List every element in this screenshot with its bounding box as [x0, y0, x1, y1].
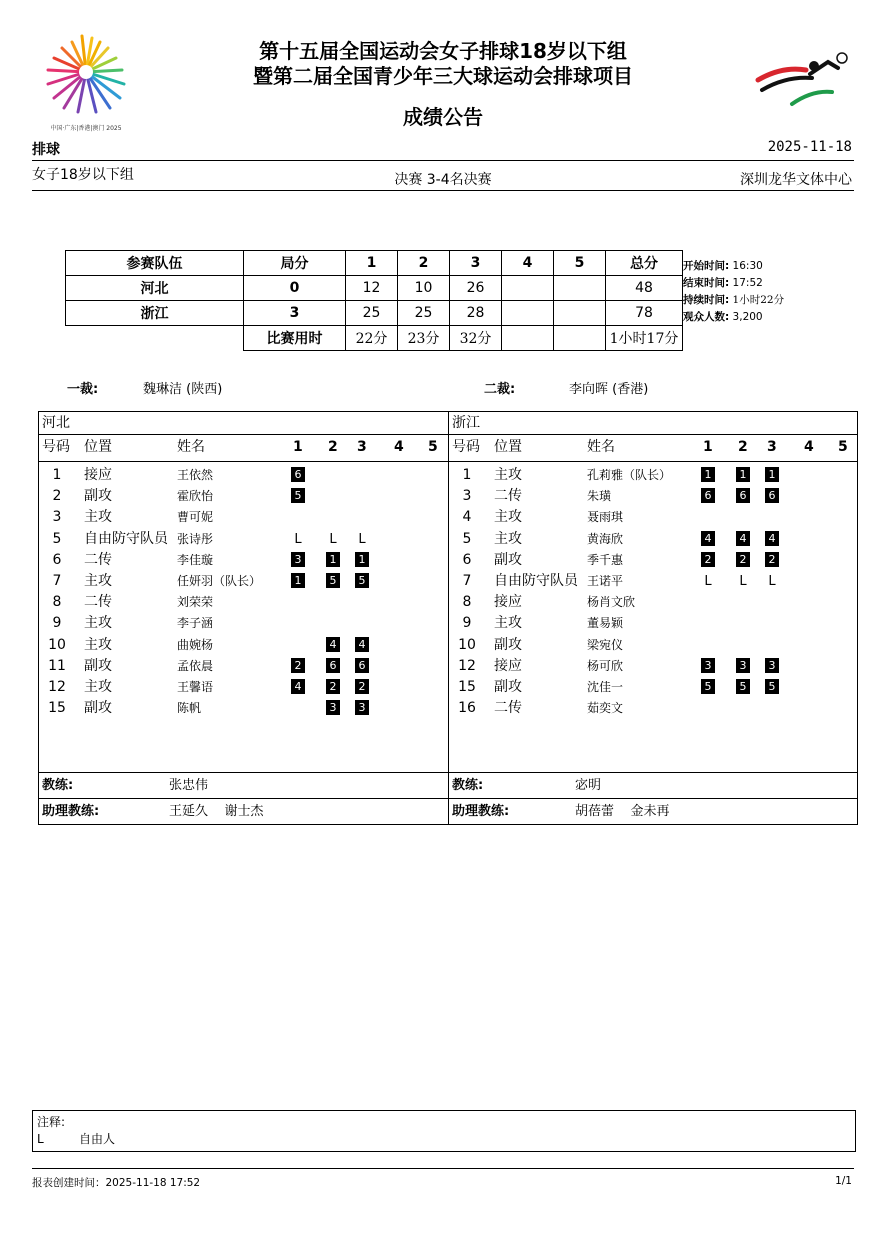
player-number: 10 [458, 636, 476, 653]
header-rule-bottom [32, 190, 854, 191]
player-name: 朱璜 [587, 489, 612, 504]
set-score: 25 [398, 301, 450, 326]
player-name: 杨肖文欣 [587, 595, 636, 610]
rotation-badge: 4 [736, 531, 750, 546]
title-line1: 第十五届全国运动会女子排球18岁以下组 [259, 39, 627, 63]
col-total: 总分 [606, 251, 683, 276]
col-number: 号码 [452, 439, 480, 455]
player-number: 5 [52, 530, 62, 547]
player-number: 5 [462, 530, 472, 547]
player-name: 董易颖 [587, 616, 624, 631]
total-duration: 1小时17分 [606, 326, 683, 351]
player-name: 季千惠 [587, 552, 624, 567]
set-score: 10 [398, 276, 450, 301]
rotation-badge: 2 [355, 679, 369, 694]
set-duration [554, 326, 606, 351]
player-row [449, 486, 857, 507]
player-number: 3 [462, 488, 472, 505]
rotation-badge: 5 [355, 573, 369, 588]
report-date: 2025-11-18 [767, 139, 852, 155]
player-position: 二传 [494, 700, 522, 717]
player-position: 主攻 [84, 573, 112, 589]
set-score: 25 [346, 301, 398, 326]
coach-name: 宓明 [575, 778, 602, 793]
duration-info-label: 持续时间: [683, 294, 730, 306]
player-name: 王馨语 [177, 680, 214, 694]
team-name: 浙江 [66, 301, 244, 326]
team-header: 河北 [39, 412, 448, 435]
team-roster-hebei [39, 412, 448, 824]
player-row [449, 592, 857, 613]
set-duration: 22分 [346, 326, 398, 351]
start-time: 16:30 [732, 260, 763, 272]
player-number: 1 [52, 467, 62, 483]
player-row [39, 698, 448, 719]
coach-label: 教练: [452, 778, 484, 793]
col-set-1: 1 [346, 251, 398, 276]
col-set-number: 1 [293, 439, 303, 455]
rotation-badge: 2 [326, 679, 340, 694]
set-score [554, 301, 606, 326]
player-row [39, 465, 448, 486]
player-name: 杨可欣 [587, 658, 624, 673]
total-points: 78 [606, 301, 683, 326]
col-set-number: 5 [838, 439, 848, 455]
libero-mark: L [739, 574, 747, 589]
player-number: 3 [52, 509, 62, 526]
rotation-badge: 5 [291, 488, 305, 503]
player-position: 接应 [494, 594, 522, 611]
player-row [449, 507, 857, 528]
match-label: 决赛 3-4名决赛 [394, 172, 492, 188]
player-position: 副攻 [494, 679, 522, 695]
coach-row [449, 772, 857, 798]
player-name: 曹可妮 [177, 510, 214, 525]
player-number: 9 [52, 615, 62, 632]
score-table [65, 250, 683, 351]
player-name: 沈佳一 [587, 680, 624, 694]
player-row [39, 677, 448, 698]
col-set-number: 4 [394, 439, 404, 455]
rosters-panel [38, 411, 858, 825]
venue-label: 深圳龙华文体中心 [740, 172, 852, 188]
player-row [449, 613, 857, 634]
title-line2: 暨第二届全国青少年三大球运动会排球项目 [253, 64, 633, 88]
player-row [39, 592, 448, 613]
set-score: 12 [346, 276, 398, 301]
player-row [39, 656, 448, 677]
player-row [39, 529, 448, 550]
set-score: 26 [450, 276, 502, 301]
player-row [39, 507, 448, 528]
player-position: 接应 [494, 657, 522, 674]
player-name: 刘荣荣 [177, 595, 214, 610]
footer-rule [32, 1168, 854, 1169]
set-duration [502, 326, 554, 351]
first-referee-label: 一裁: [67, 382, 99, 397]
rotation-badge: 2 [736, 552, 750, 567]
team-name: 河北 [66, 276, 244, 301]
rotation-badge: 1 [355, 552, 369, 567]
player-position: 副攻 [84, 657, 112, 674]
page-subtitle: 成绩公告 [403, 105, 483, 129]
col-set-number: 2 [328, 439, 338, 455]
player-number: 2 [52, 488, 62, 505]
assistant-coach-label: 助理教练: [42, 804, 100, 819]
player-number: 6 [462, 551, 472, 568]
rotation-badge: 3 [326, 700, 340, 715]
roster-header-rule [39, 461, 448, 462]
team-header: 浙江 [449, 412, 857, 435]
rotation-badge: 2 [291, 658, 305, 673]
team-roster-zhejiang [449, 412, 857, 824]
notes-box [32, 1110, 856, 1152]
rotation-badge: 4 [326, 637, 340, 652]
col-set-number: 3 [767, 439, 777, 455]
player-position: 二传 [84, 551, 112, 568]
score-row [66, 301, 683, 326]
player-name: 李子涵 [177, 616, 214, 631]
duration-label: 比赛用时 [244, 326, 346, 351]
player-number: 1 [462, 467, 472, 483]
col-set-number: 1 [703, 439, 713, 455]
set-score: 28 [450, 301, 502, 326]
player-number: 10 [48, 636, 66, 653]
rotation-badge: 4 [291, 679, 305, 694]
rotation-badge: 6 [326, 658, 340, 673]
header-rule-top [32, 160, 854, 161]
col-set-5: 5 [554, 251, 606, 276]
libero-mark: L [294, 531, 302, 547]
coach-label: 教练: [42, 778, 74, 793]
player-name: 王依然 [177, 468, 214, 482]
roster-header-rule [449, 461, 857, 462]
rotation-badge: 3 [765, 658, 779, 673]
rotation-badge: 6 [765, 488, 779, 503]
set-score [502, 301, 554, 326]
player-row [449, 635, 857, 656]
player-name: 陈帆 [177, 701, 202, 716]
player-position: 副攻 [494, 551, 522, 568]
rotation-badge: 2 [765, 552, 779, 567]
first-referee: 魏琳洁 (陕西) [143, 382, 223, 397]
rotation-badge: 3 [355, 700, 369, 715]
rotation-badge: 5 [765, 679, 779, 694]
duration-row [66, 326, 683, 351]
player-position: 自由防守队员 [84, 530, 168, 547]
assistant-coach-row [449, 798, 857, 824]
rotation-badge: 4 [765, 531, 779, 546]
player-name: 茹奕文 [587, 701, 624, 716]
player-name: 王诺平 [587, 574, 624, 588]
player-row [449, 550, 857, 571]
player-position: 自由防守队员 [494, 573, 578, 589]
player-number: 7 [52, 573, 62, 589]
player-position: 主攻 [494, 530, 522, 547]
assistant-coach-names: 胡蓓蕾 金未再 [575, 804, 670, 819]
coach-row [39, 772, 448, 798]
col-teams: 参赛队伍 [66, 251, 244, 276]
player-position: 主攻 [494, 615, 522, 632]
col-name: 姓名 [177, 439, 205, 455]
player-number: 12 [458, 657, 476, 674]
page-number: 1/1 [835, 1175, 852, 1187]
player-position: 二传 [494, 488, 522, 505]
notes-key: L [37, 1132, 44, 1146]
rotation-badge: 1 [765, 467, 779, 482]
player-row [449, 529, 857, 550]
score-row [66, 276, 683, 301]
sets-won: 0 [244, 276, 346, 301]
player-name: 梁宛仪 [587, 637, 624, 652]
attendance-label: 观众人数: [683, 311, 730, 323]
col-set-number: 4 [804, 439, 814, 455]
player-row [449, 465, 857, 486]
logo-caption: 中国·广东|香港|澳门 2025 [50, 125, 122, 132]
player-row [39, 486, 448, 507]
player-number: 4 [462, 509, 472, 526]
player-position: 主攻 [84, 615, 112, 632]
notes-desc: 自由人 [79, 1132, 116, 1146]
player-row [39, 550, 448, 571]
player-number: 16 [458, 700, 476, 717]
sets-won: 3 [244, 301, 346, 326]
rotation-badge: 6 [291, 467, 305, 482]
player-name: 黄海欣 [587, 531, 624, 546]
group-label: 女子18岁以下组 [32, 167, 134, 183]
rotation-badge: 6 [736, 488, 750, 503]
player-number: 9 [462, 615, 472, 632]
player-number: 11 [48, 657, 66, 674]
rotation-badge: 6 [701, 488, 715, 503]
col-set-3: 3 [450, 251, 502, 276]
player-number: 15 [48, 700, 66, 717]
player-number: 7 [462, 573, 472, 589]
rotation-badge: 1 [291, 573, 305, 588]
col-set-number: 2 [738, 439, 748, 455]
player-row [449, 698, 857, 719]
player-row [449, 656, 857, 677]
player-name: 李佳璇 [177, 552, 214, 567]
player-number: 15 [458, 679, 476, 695]
set-duration: 23分 [398, 326, 450, 351]
rotation-badge: 6 [355, 658, 369, 673]
player-position: 副攻 [84, 488, 112, 505]
rotation-badge: 5 [736, 679, 750, 694]
assistant-coach-row [39, 798, 448, 824]
player-position: 主攻 [494, 467, 522, 483]
player-name: 任妍羽（队长） [177, 574, 262, 588]
end-time: 17:52 [732, 277, 763, 289]
player-name: 曲婉杨 [177, 637, 214, 652]
player-number: 12 [48, 679, 66, 695]
rotation-badge: 3 [701, 658, 715, 673]
col-set-4: 4 [502, 251, 554, 276]
rotation-badge: 1 [736, 467, 750, 482]
second-referee: 李向晖 (香港) [569, 382, 649, 397]
col-position: 位置 [84, 439, 112, 455]
rotation-badge: 4 [355, 637, 369, 652]
player-number: 6 [52, 551, 62, 568]
player-position: 主攻 [494, 509, 522, 526]
end-label: 结束时间: [683, 277, 730, 289]
player-row [449, 571, 857, 592]
coach-name: 张忠伟 [169, 778, 209, 793]
player-row [449, 677, 857, 698]
set-duration: 32分 [450, 326, 502, 351]
match-duration: 1小时22分 [732, 294, 785, 306]
second-referee-label: 二裁: [484, 382, 516, 397]
rotation-badge: 5 [326, 573, 340, 588]
player-name: 孔莉雅（队长） [587, 468, 672, 482]
rotation-badge: 3 [291, 552, 305, 567]
player-row [39, 613, 448, 634]
rotation-badge: 5 [701, 679, 715, 694]
start-label: 开始时间: [683, 260, 730, 272]
player-name: 霍欣怡 [177, 489, 214, 504]
rotation-badge: 3 [736, 658, 750, 673]
player-position: 主攻 [84, 636, 112, 653]
libero-mark: L [329, 531, 337, 547]
player-row [39, 571, 448, 592]
libero-mark: L [358, 531, 366, 547]
total-points: 48 [606, 276, 683, 301]
notes-label: 注释: [37, 1115, 66, 1129]
player-name: 聂雨琪 [587, 510, 624, 525]
match-info [683, 258, 784, 326]
player-position: 副攻 [494, 636, 522, 653]
libero-mark: L [768, 574, 776, 589]
player-number: 8 [52, 594, 62, 611]
player-number: 8 [462, 594, 472, 611]
player-position: 二传 [84, 594, 112, 611]
libero-mark: L [704, 574, 712, 589]
player-position: 副攻 [84, 700, 112, 717]
player-name: 孟依晨 [177, 658, 214, 673]
col-sets-won: 局分 [244, 251, 346, 276]
player-row [39, 635, 448, 656]
col-number: 号码 [42, 439, 70, 455]
report-created: 报表创建时间：2025-11-18 17:52 [32, 1177, 201, 1189]
set-score [554, 276, 606, 301]
player-name: 张诗彤 [177, 531, 214, 546]
rotation-badge: 2 [701, 552, 715, 567]
assistant-coach-label: 助理教练: [452, 804, 510, 819]
rotation-badge: 4 [701, 531, 715, 546]
col-set-number: 5 [428, 439, 438, 455]
rotation-badge: 1 [326, 552, 340, 567]
col-set-2: 2 [398, 251, 450, 276]
player-position: 接应 [84, 467, 112, 483]
player-position: 主攻 [84, 509, 112, 526]
col-name: 姓名 [587, 439, 615, 455]
set-score [502, 276, 554, 301]
rotation-badge: 1 [701, 467, 715, 482]
col-set-number: 3 [357, 439, 367, 455]
col-position: 位置 [494, 439, 522, 455]
sport-label: 排球 [32, 142, 60, 158]
player-position: 主攻 [84, 679, 112, 695]
assistant-coach-names: 王延久 谢士杰 [169, 804, 264, 819]
attendance: 3,200 [732, 311, 763, 323]
